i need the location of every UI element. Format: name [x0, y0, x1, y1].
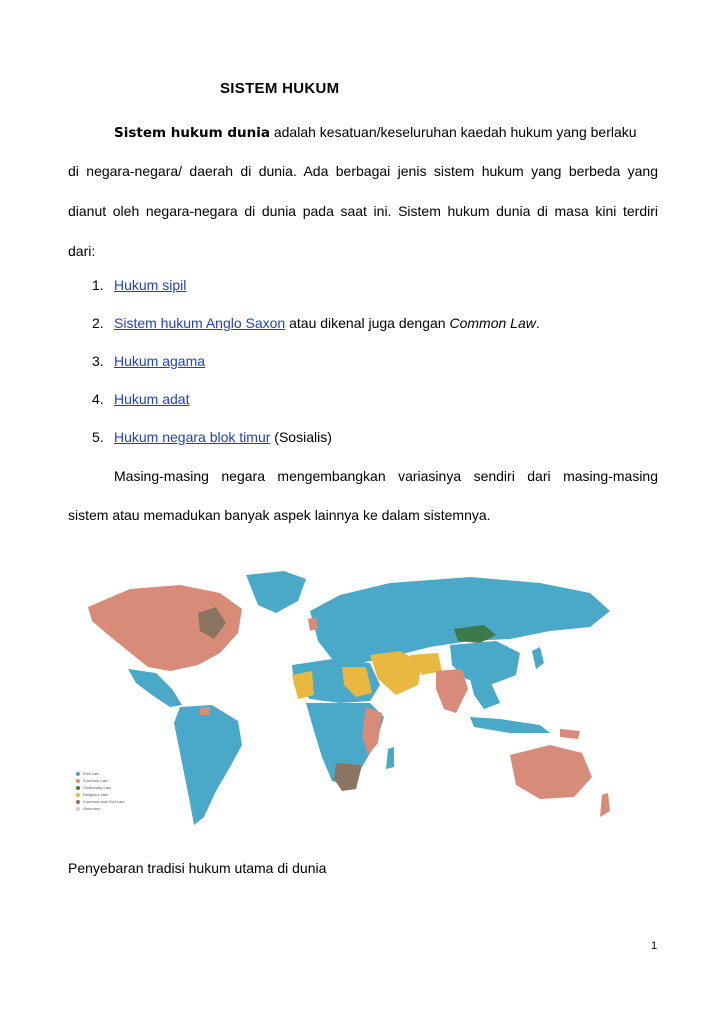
intro-line-3: dianut oleh negara-negara di dunia pada saat ini. Sistem hukum dunia di masa kini terdiri	[68, 203, 658, 219]
legend-swatch	[76, 793, 80, 797]
map-region-australia	[510, 745, 592, 799]
map-region-southern-africa	[334, 763, 362, 791]
map-legend	[76, 770, 124, 812]
legend-swatch	[76, 779, 80, 783]
legend-entry	[76, 798, 124, 805]
list-item-italic: Common Law	[449, 315, 536, 331]
map-region-sahel	[292, 671, 314, 699]
list-item	[92, 315, 540, 331]
legend-label: Common and Civil Law	[83, 799, 125, 804]
map-region-mexico	[128, 669, 182, 707]
link-hukum-adat[interactable]: Hukum adat	[114, 391, 190, 407]
list-number: 1.	[92, 277, 104, 293]
legend-swatch	[76, 800, 80, 804]
legend-entry	[76, 770, 124, 777]
list-number: 2.	[92, 315, 104, 331]
map-region-indonesia	[470, 717, 550, 733]
intro-line-2: di negara-negara/ daerah di dunia. Ada berbagai jenis sistem hukum yang berbeda yang	[68, 163, 658, 179]
map-region-png	[560, 729, 580, 739]
map-region-greenland	[246, 571, 306, 613]
map-region-se-asia	[470, 679, 500, 709]
map-region-new-zealand	[600, 793, 610, 817]
world-legal-systems-map	[70, 567, 630, 835]
legend-entry	[76, 791, 124, 798]
link-hukum-sipil[interactable]: Hukum sipil	[114, 277, 187, 293]
legend-swatch	[76, 807, 80, 811]
link-blok-timur[interactable]: Hukum negara blok timur	[114, 429, 271, 445]
list-item-text: (Sosialis)	[270, 429, 332, 445]
list-item-text: atau dikenal juga dengan	[285, 315, 450, 331]
list-item-tail: .	[535, 315, 540, 331]
legend-entry	[76, 805, 124, 812]
list-item	[92, 353, 205, 369]
map-region-japan	[532, 647, 544, 669]
list-number: 5.	[92, 429, 104, 445]
list-number: 4.	[92, 391, 104, 407]
para2-line-1: Masing-masing negara mengembangkan variasinya sendiri dari masing-masing	[114, 468, 658, 484]
link-anglo-saxon[interactable]: Sistem hukum Anglo Saxon	[114, 315, 286, 331]
list-item	[92, 429, 332, 445]
intro-line-1	[114, 124, 658, 141]
map-region-south-america	[174, 705, 242, 825]
intro-line-1-rest: adalah kesatuan/keseluruhan kaedah hukum yang berlaku	[269, 124, 637, 140]
page-number: 1	[651, 940, 658, 952]
list-item	[92, 277, 186, 293]
legend-label: Unknown	[83, 806, 100, 811]
map-region-india	[436, 669, 468, 713]
figure-caption: Penyebaran tradisi hukum utama di dunia	[68, 860, 327, 876]
legend-label: Common Law	[83, 778, 108, 783]
legend-swatch	[76, 786, 80, 790]
intro-term: Sistem hukum dunia	[114, 125, 270, 141]
intro-line-4: dari:	[68, 243, 96, 259]
map-region-madagascar	[386, 747, 394, 769]
map-region-guyana	[200, 707, 210, 715]
list-item	[92, 391, 189, 407]
list-number: 3.	[92, 353, 104, 369]
page-title: SISTEM HUKUM	[220, 80, 340, 97]
para2-line-2: sistem atau memadukan banyak aspek lainnya ke dalam sistemnya.	[68, 507, 491, 523]
legend-entry	[76, 777, 124, 784]
link-hukum-agama[interactable]: Hukum agama	[114, 353, 206, 369]
legend-swatch	[76, 772, 80, 776]
legend-label: Civil Law	[83, 771, 100, 776]
legend-label: Religious Law	[83, 792, 108, 797]
legend-entry	[76, 784, 124, 791]
legend-label: Customary Law	[83, 785, 111, 790]
